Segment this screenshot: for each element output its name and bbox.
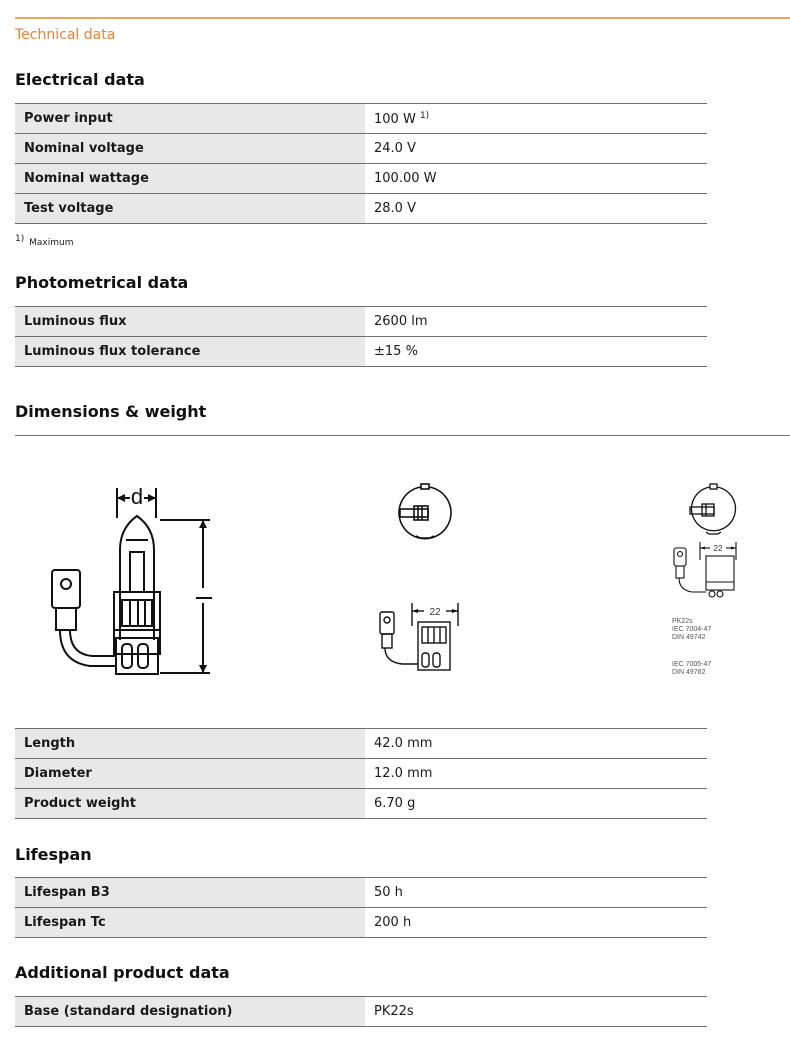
electrical-table	[15, 103, 707, 224]
table-row	[15, 337, 707, 367]
table-row	[15, 729, 707, 759]
spec-label: Lifespan B3	[15, 878, 365, 908]
page-title: Technical data	[15, 27, 116, 43]
base-standard-notes	[672, 615, 752, 680]
spec-label: Base (standard designation)	[15, 997, 365, 1027]
table-row	[15, 878, 707, 908]
footnote	[15, 234, 73, 248]
spec-label: Test voltage	[15, 194, 365, 224]
lifespan-heading: Lifespan	[15, 845, 92, 864]
table-row	[15, 104, 707, 134]
electrical-heading: Electrical data	[15, 70, 145, 89]
base-side-view-small-drawing	[668, 540, 748, 605]
table-row	[15, 194, 707, 224]
spec-label: Product weight	[15, 789, 365, 819]
base-note: IEC 7005-47	[672, 661, 712, 668]
spec-value: 24.0 V	[365, 134, 707, 164]
base-note: IEC 7004-47	[672, 626, 712, 633]
spec-label: Nominal voltage	[15, 134, 365, 164]
table-row	[15, 759, 707, 789]
base-top-view-drawing	[392, 482, 458, 542]
base-side-view-drawing	[372, 600, 472, 680]
spec-value: 50 h	[365, 878, 707, 908]
dimensions-table	[15, 728, 707, 819]
base-note: PK22s	[672, 618, 693, 625]
dimension-22-label: 22	[429, 607, 441, 618]
spec-value: 28.0 V	[365, 194, 707, 224]
table-row	[15, 997, 707, 1027]
spec-label: Nominal wattage	[15, 164, 365, 194]
lifespan-table	[15, 877, 707, 938]
top-accent-rule	[15, 17, 790, 19]
table-row	[15, 908, 707, 938]
spec-value: 100.00 W	[365, 164, 707, 194]
power-input-value: 100 W	[374, 111, 416, 127]
dimension-22-small-label: 22	[713, 544, 723, 553]
spec-value: ±15 %	[365, 337, 707, 367]
base-note: DIN 49742	[672, 634, 706, 641]
spec-label: Lifespan Tc	[15, 908, 365, 938]
footnote-text: Maximum	[29, 238, 74, 248]
photometrical-table	[15, 306, 707, 367]
spec-value: 2600 lm	[365, 307, 707, 337]
spec-label: Luminous flux tolerance	[15, 337, 365, 367]
section-divider	[15, 435, 790, 436]
lamp-dimension-drawing	[40, 480, 230, 690]
photometrical-heading: Photometrical data	[15, 273, 189, 292]
spec-label: Length	[15, 729, 365, 759]
spec-value: 200 h	[365, 908, 707, 938]
base-note: DIN 49762	[672, 669, 706, 676]
base-top-view-small-drawing	[684, 482, 744, 538]
footnote-reference: 1)	[419, 110, 430, 121]
spec-value	[365, 104, 707, 134]
table-row	[15, 134, 707, 164]
spec-value: 6.70 g	[365, 789, 707, 819]
footnote-mark: 1)	[15, 234, 25, 244]
spec-label: Diameter	[15, 759, 365, 789]
dimension-d-label: d	[130, 484, 144, 509]
table-row	[15, 789, 707, 819]
additional-heading: Additional product data	[15, 963, 230, 982]
spec-value: 12.0 mm	[365, 759, 707, 789]
spec-label: Power input	[15, 104, 365, 134]
spec-value: 42.0 mm	[365, 729, 707, 759]
table-row	[15, 164, 707, 194]
spec-label: Luminous flux	[15, 307, 365, 337]
spec-value: PK22s	[365, 997, 707, 1027]
table-row	[15, 307, 707, 337]
additional-table	[15, 996, 707, 1027]
dimensions-heading: Dimensions & weight	[15, 402, 207, 421]
